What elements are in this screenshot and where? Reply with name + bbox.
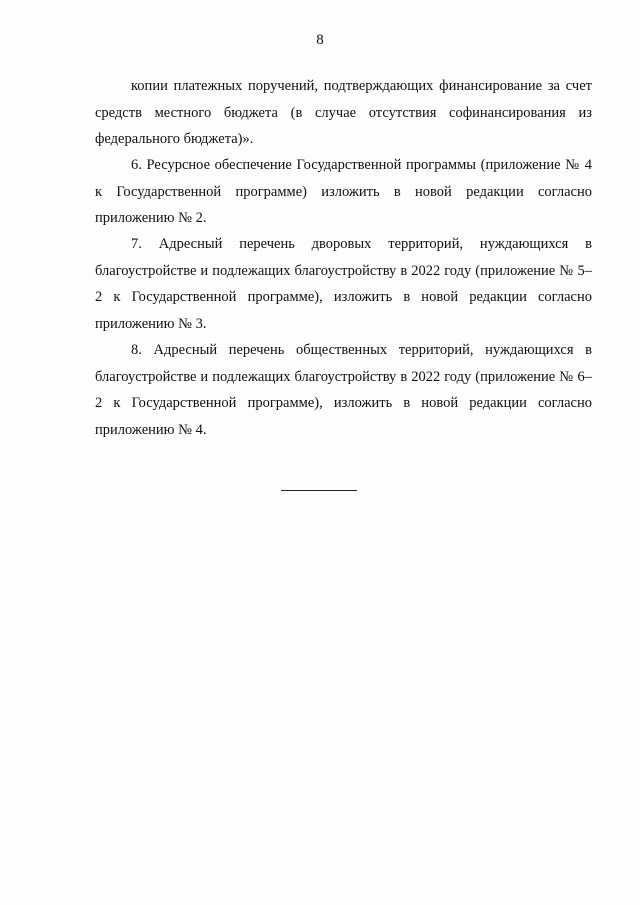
paragraph-text: копии платежных поручений, подтверждающих финансирование за счет средств местного бюджета (в случае отсутствия софинансирования из федерального бюджета)». [95, 78, 592, 147]
paragraph-item-8 [95, 337, 592, 443]
paragraph-text: 6. Ресурсное обеспечение Государственной программы (приложение № 4 к Государственной программе) изложить в новой редакции согласно приложению № 2. [95, 157, 592, 226]
paragraph-text: 8. Адресный перечень общественных территорий, нуждающихся в благоустройстве и подлежащих благоустройству в 2022 году (приложение № 6–2 к Государственной программе), изложить в новой редакции согласно приложению № 4. [95, 342, 592, 438]
paragraph-item-6 [95, 152, 592, 232]
paragraph-continuation [95, 73, 592, 153]
end-separator-line [281, 490, 357, 491]
page-number: 8 [316, 32, 324, 48]
paragraph-text: 7. Адресный перечень дворовых территорий, нуждающихся в благоустройстве и подлежащих благоустройству в 2022 году (приложение № 5–2 к Государственной программе), изложить в новой редакции согласно приложению № 3. [95, 236, 592, 332]
paragraph-item-7 [95, 231, 592, 337]
